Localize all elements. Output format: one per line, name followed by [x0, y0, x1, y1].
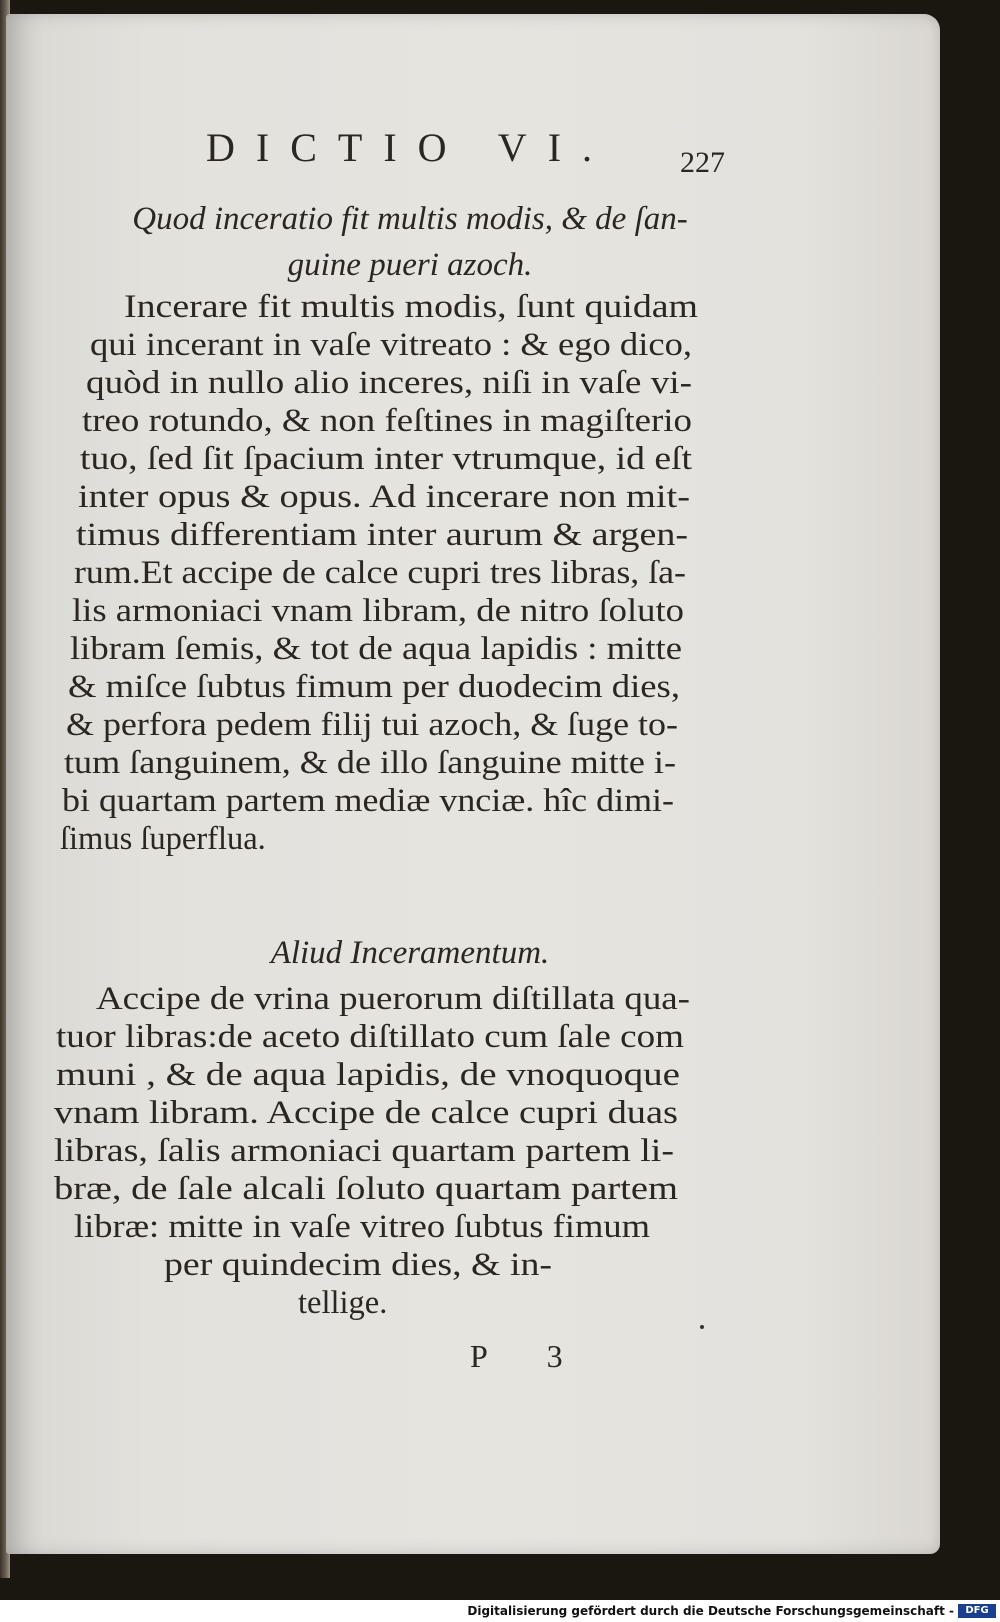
heading-line-2: guine pueri azoch. — [287, 247, 533, 283]
running-head-title: DICTIO VI. — [206, 125, 614, 170]
text-line: libram ſemis, & tot de aqua lapidis : mitte — [70, 631, 682, 667]
text-line: lis armoniaci vnam libram, de nitro ſoluto — [72, 593, 684, 629]
text-line: tuo, ſed ſit ſpacium inter vtrumque, id eſt — [80, 441, 692, 477]
text-line: bræ, de ſale alcali ſoluto quartam partem — [54, 1171, 678, 1207]
heading-line: Aliud Inceramentum. — [270, 935, 550, 971]
text-line: vnam libram. Accipe de calce cupri duas — [54, 1095, 678, 1131]
signature-mark: P 3 — [470, 1338, 589, 1374]
text-line: libras, ſalis armoniaci quartam partem li- — [54, 1133, 674, 1169]
text-line: timus differentiam inter aurum & argen- — [76, 517, 688, 553]
text-line: tuor libras:de aceto diſtillato cum ſale com — [56, 1019, 684, 1055]
page-number: 227 — [680, 146, 725, 179]
text-line: per quindecim dies, & in- — [164, 1247, 552, 1283]
text-line: tellige. — [298, 1285, 388, 1321]
text-line: bi quartam partem mediæ vnciæ. hîc dimi- — [62, 783, 674, 819]
section-heading-inceramentum — [60, 930, 760, 976]
text-line: muni , & de aqua lapidis, de vnoquoque — [56, 1057, 680, 1093]
text-line: & miſce ſubtus fimum per duodecim dies, — [68, 669, 680, 705]
text-line: treo rotundo, & non feſtines in magiſterio — [82, 403, 692, 439]
section-heading-inceratio — [60, 196, 760, 288]
text-line: ſimus ſuperflua. — [60, 821, 266, 857]
heading-line-1: Quod inceratio fit multis modis, & de ſan- — [132, 201, 688, 237]
text-line: quòd in nullo alio inceres, niſi in vaſe vi- — [86, 365, 692, 401]
text-line: inter opus & opus. Ad incerare non mit- — [78, 479, 690, 515]
text-line: Incerare fit multis modis, ſunt quidam — [124, 289, 698, 325]
ink-speck — [700, 1325, 704, 1329]
text-line: Accipe de vrina puerorum diſtillata qua- — [96, 981, 690, 1017]
dfg-logo: DFG — [958, 1604, 996, 1618]
digitization-footer — [0, 1600, 1000, 1622]
text-line: rum.Et accipe de calce cupri tres libras, ſa- — [74, 555, 687, 591]
text-line: & perfora pedem filij tui azoch, & ſuge to- — [66, 707, 678, 743]
footer-credit: Digitalisierung gefördert durch die Deutsche Forschungsgemeinschaft - — [467, 1604, 954, 1618]
text-line: libræ: mitte in vaſe vitreo ſubtus fimum — [74, 1209, 650, 1245]
text-line: tum ſanguinem, & de illo ſanguine mitte i- — [64, 745, 676, 781]
text-line: qui incerant in vaſe vitreato : & ego dico, — [90, 327, 692, 363]
